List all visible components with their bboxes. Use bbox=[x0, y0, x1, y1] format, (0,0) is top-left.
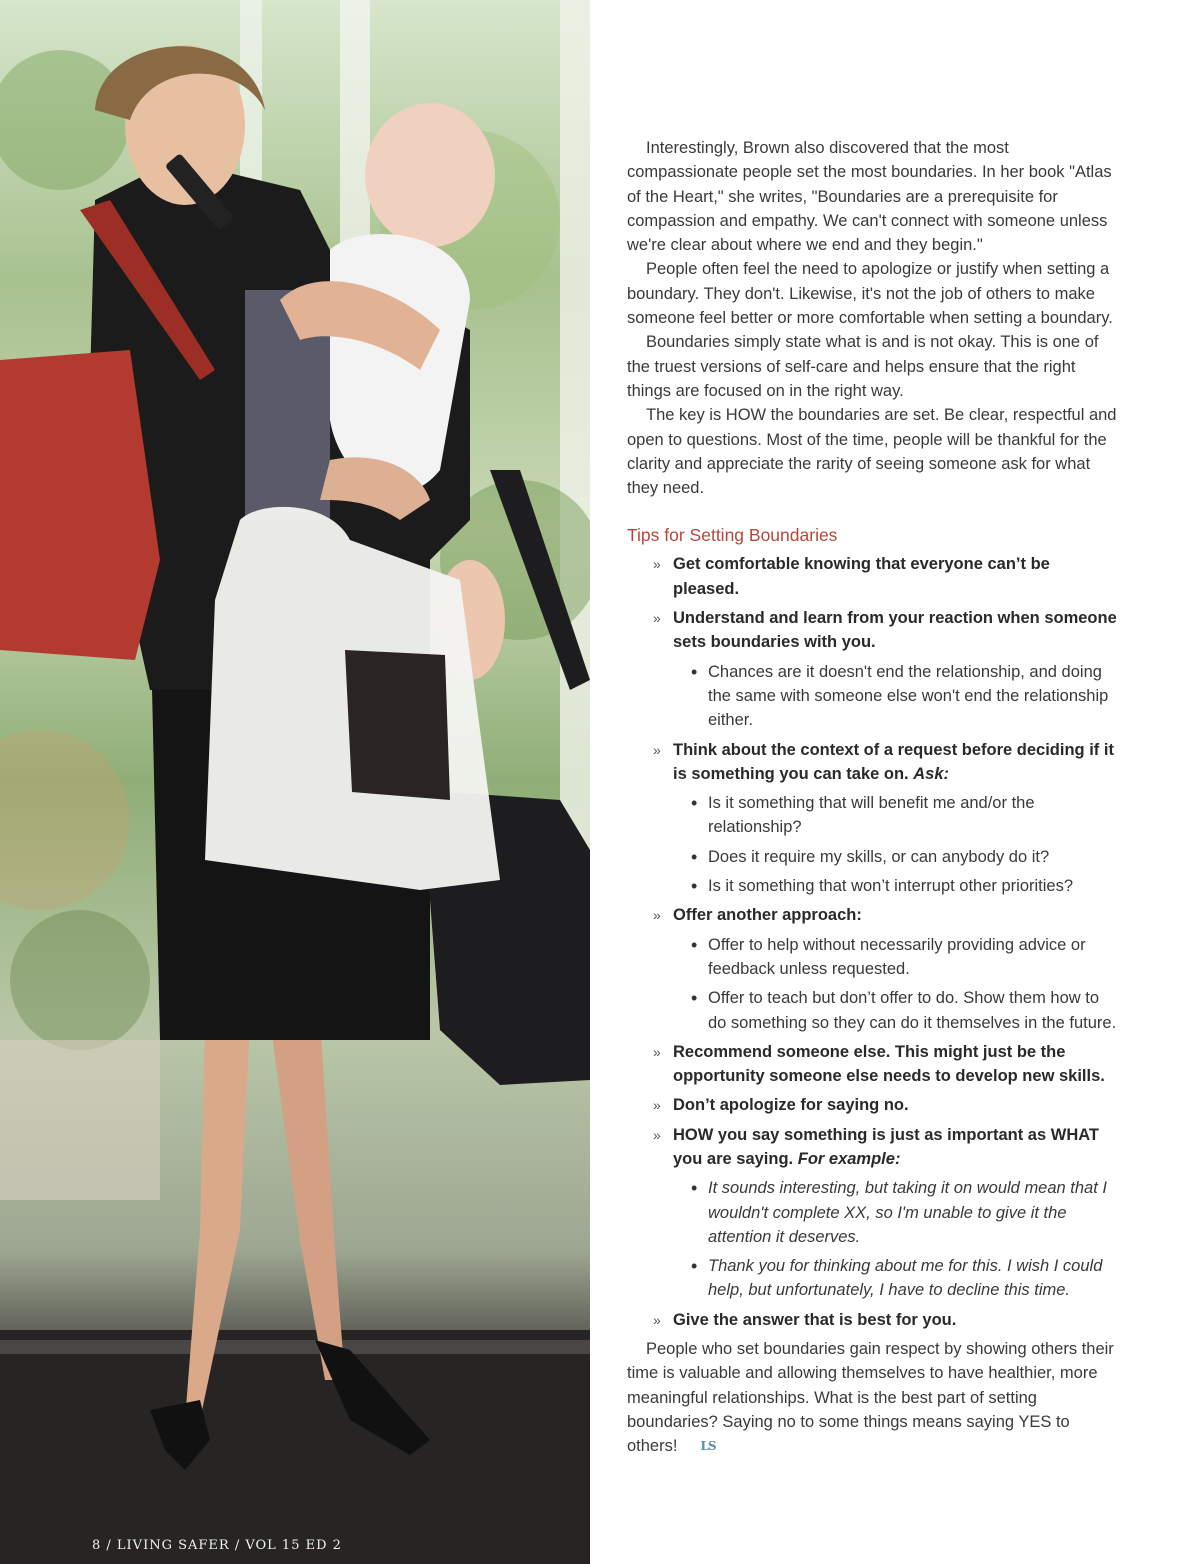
tip-item bbox=[627, 1123, 1117, 1303]
tip-subitem bbox=[673, 660, 1117, 733]
tip-item bbox=[627, 1308, 1117, 1332]
tip-text bbox=[673, 1308, 1117, 1332]
tip-label: Recommend someone else. This might just be the opportunity someone else needs to develop new skills. bbox=[673, 1042, 1105, 1086]
closing-text: People who set boundaries gain respect by showing others their time is valuable and allowing themselves to have healthier, more meaningful relationships. What is the best part of setting boundaries? Saying no to some things means saying YES to others! bbox=[627, 1340, 1114, 1456]
intro-paragraph: Interestingly, Brown also discovered that the most compassionate people set the most boundaries. In her book "Atlas of the Heart," she writes, "Boundaries are a prerequisite for compassion and empathy. We can't connect with someone unless we're clear about where we end and they begin." bbox=[627, 139, 1112, 255]
tip-subitem bbox=[673, 791, 1117, 840]
tip-item bbox=[627, 552, 1117, 601]
tip-item bbox=[627, 1040, 1117, 1089]
tip-label: Understand and learn from your reaction when someone sets boundaries with you. bbox=[673, 609, 1117, 652]
tip-marker-icon: » bbox=[653, 1126, 661, 1143]
intro-paragraph: The key is HOW the boundaries are set. Be clear, respectful and open to questions. Most of the time, people will be thankful for the clarity and appreciate the rarity of seeing someone ask for what they need. bbox=[627, 406, 1117, 498]
tip-item bbox=[627, 606, 1117, 732]
tip-marker-icon: » bbox=[653, 610, 661, 627]
tip-label: Think about the context of a request before deciding if it is something you can take on. bbox=[673, 740, 1114, 783]
tip-text bbox=[673, 1123, 1117, 1172]
tip-subitem-text: Offer to help without necessarily providing advice or feedback unless requested. bbox=[708, 935, 1086, 978]
tip-subitem bbox=[673, 1176, 1117, 1249]
bullet-icon: • bbox=[691, 846, 698, 867]
tips-heading: Tips for Setting Boundaries bbox=[627, 525, 838, 546]
bullet-icon: • bbox=[691, 988, 698, 1009]
tip-item bbox=[627, 1093, 1117, 1117]
tip-subitem-text: Thank you for thinking about me for this. I wish I could help, but unfortunately, I have to decline this time. bbox=[708, 1257, 1103, 1300]
article-body bbox=[627, 136, 1117, 1459]
tip-marker-icon: » bbox=[653, 1097, 661, 1114]
tip-sublist bbox=[673, 933, 1117, 1035]
tip-subitem-text: Offer to teach but don’t offer to do. Show them how to do something so they can do it themselves in the future. bbox=[708, 989, 1117, 1032]
tip-subitem-text: Chances are it doesn't end the relationship, and doing the same with someone else won't end the relationship either. bbox=[708, 662, 1109, 730]
tip-label: Give the answer that is best for you. bbox=[673, 1310, 957, 1329]
woman-with-baby-photo bbox=[0, 0, 590, 1564]
intro-paragraph: Boundaries simply state what is and is not okay. This is one of the truest versions of self-care and helps ensure that the right things are focused on in the right way. bbox=[627, 333, 1099, 400]
tip-text bbox=[673, 1040, 1117, 1089]
tip-subitem bbox=[673, 874, 1117, 898]
tip-label: Get comfortable knowing that everyone can’t be pleased. bbox=[673, 555, 1050, 598]
tip-subitem bbox=[673, 1254, 1117, 1303]
tip-text bbox=[673, 552, 1117, 601]
tip-text bbox=[673, 606, 1117, 655]
tip-subitem-text: Does it require my skills, or can anybody do it? bbox=[708, 847, 1050, 866]
page-folio: 8 / LIVING SAFER / VOL 15 ED 2 bbox=[92, 1538, 342, 1553]
tip-subitem bbox=[673, 933, 1117, 982]
bullet-icon: • bbox=[691, 793, 698, 814]
tip-subitem-text: Is it something that will benefit me and/or the relationship? bbox=[708, 794, 1035, 837]
intro-paragraph: People often feel the need to apologize or justify when setting a boundary. They don't. Likewise, it's not the job of others to make someone feel better or more comfortable when setting a boundary. bbox=[627, 260, 1113, 328]
closing-paragraph bbox=[627, 1337, 1117, 1458]
tip-subitem-text: It sounds interesting, but taking it on would mean that I wouldn't complete XX, so I'm unable to give it the attention it deserves. bbox=[708, 1179, 1107, 1246]
tip-text bbox=[673, 903, 1117, 927]
article-photo bbox=[0, 0, 590, 1564]
tip-label: Don’t apologize for saying no. bbox=[673, 1096, 909, 1115]
bullet-icon: • bbox=[691, 934, 698, 955]
tip-item bbox=[627, 903, 1117, 1034]
tip-subitem bbox=[673, 986, 1117, 1035]
tip-text bbox=[673, 1093, 1117, 1117]
tip-sublist bbox=[673, 791, 1117, 898]
tip-label: Offer another approach: bbox=[673, 906, 862, 925]
bullet-icon: • bbox=[691, 1178, 698, 1199]
tips-list bbox=[627, 552, 1117, 1332]
living-safer-logo-icon: LS bbox=[700, 1439, 716, 1454]
tip-subitem bbox=[673, 845, 1117, 869]
bullet-icon: • bbox=[691, 876, 698, 897]
tip-label: HOW you say something is just as important as WHAT you are saying. bbox=[673, 1125, 1100, 1168]
bullet-icon: • bbox=[691, 1256, 698, 1277]
tip-emphasis: For example: bbox=[797, 1149, 901, 1168]
tip-sublist bbox=[673, 1176, 1117, 1302]
tip-marker-icon: » bbox=[653, 741, 661, 758]
tip-emphasis: Ask: bbox=[913, 764, 949, 783]
tip-marker-icon: » bbox=[653, 1311, 661, 1328]
tip-subitem-text: Is it something that won’t interrupt other priorities? bbox=[708, 877, 1074, 896]
tip-text bbox=[673, 738, 1117, 787]
tip-marker-icon: » bbox=[653, 1043, 661, 1060]
tip-marker-icon: » bbox=[653, 556, 661, 573]
tip-sublist bbox=[673, 660, 1117, 733]
bullet-icon: • bbox=[691, 661, 698, 682]
tip-marker-icon: » bbox=[653, 907, 661, 924]
tip-item bbox=[627, 738, 1117, 899]
